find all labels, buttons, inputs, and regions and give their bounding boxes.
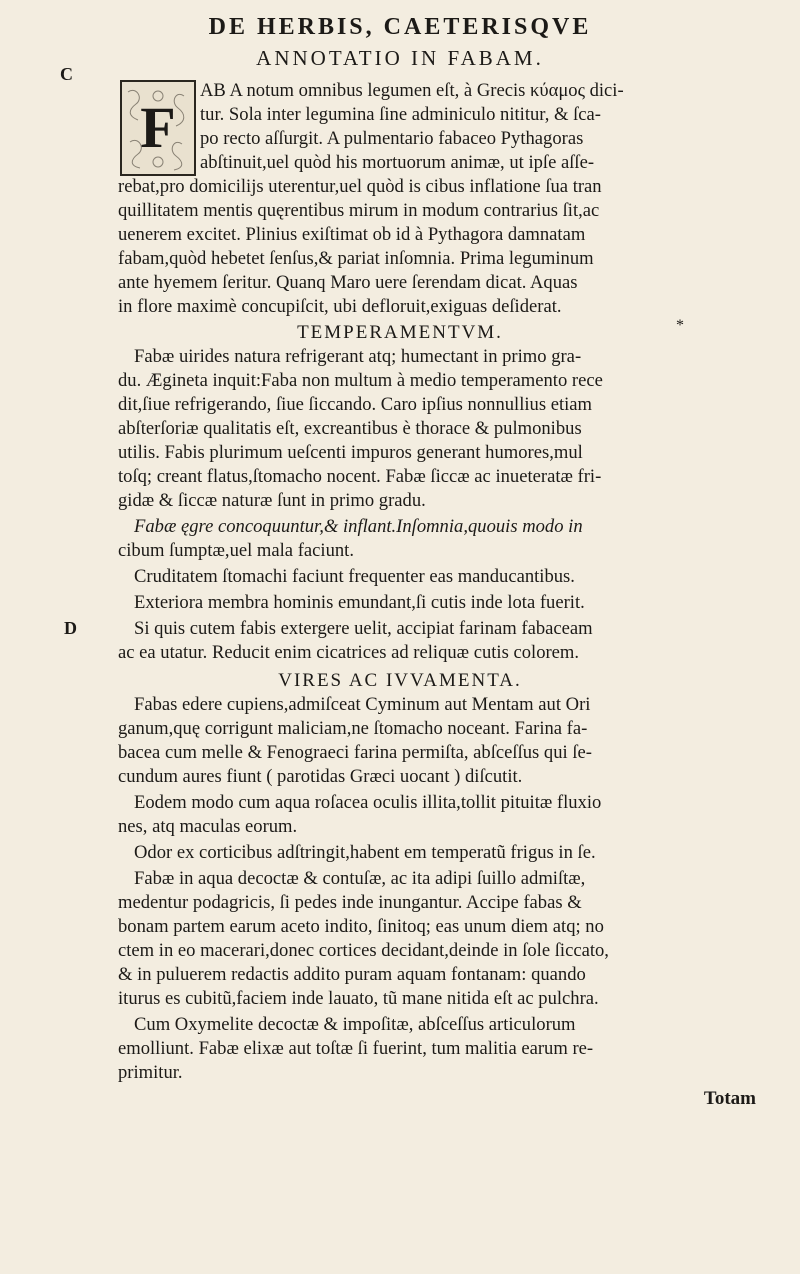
text-line: quillitatem mentis quęrentibus mirum in modum contrarius ſit,ac xyxy=(118,200,600,221)
text-line: rebat,pro domicilijs uterentur,uel quòd is cibus inflatione ſua tran xyxy=(118,176,602,197)
text-line: Fabas edere cupiens,admiſceat Cyminum aut Mentam aut Ori xyxy=(134,694,591,715)
text-line: Fabæ in aqua decoctæ & contuſæ, ac ita adipi ſuillo admiſtæ, xyxy=(134,868,586,889)
text-line: primitur. xyxy=(118,1062,183,1083)
running-head: DE HERBIS, CAETERISQVE xyxy=(208,14,592,40)
text-line: ganum,quę corrigunt maliciam,ne ſtomacho noceant. Farina fa- xyxy=(118,718,588,739)
text-line: cibum ſumptæ,uel mala faciunt. xyxy=(118,540,354,561)
text-line: gidæ & ſiccæ naturæ ſunt in primo gradu. xyxy=(118,490,426,511)
section-title: ANNOTATIO IN FABAM. xyxy=(256,46,544,70)
text-line: po recto aſſurgit. A pulmentario fabaceo Pythagoras xyxy=(200,128,584,149)
text-line: Cruditatem ſtomachi faciunt frequenter eas manducantibus. xyxy=(134,566,575,587)
text-line: iturus es cubitũ,faciem inde lauato, tũ mane nitida eſt ac pulchra. xyxy=(118,988,599,1009)
text-line: Odor ex corticibus adſtringit,habent em temperatũ frigus in ſe. xyxy=(134,842,596,863)
text-line: cundum aures fiunt ( parotidas Græci uocant ) diſcutit. xyxy=(118,766,523,787)
text-line: & in puluerem redactis addito puram aquam fontanam: quando xyxy=(118,964,586,985)
text-line: toſq; creant flatus,ſtomacho nocent. Fabæ ſiccæ ac inueteratæ fri- xyxy=(118,466,602,487)
text-line: medentur podagricis, ſi pedes inde inungantur. Accipe fabas & xyxy=(118,892,582,913)
text-line: ac ea utatur. Reducit enim cicatrices ad reliquæ cutis colorem. xyxy=(118,642,580,663)
text-line: ante hyemem ſeritur. Quanq Maro uere ſerendam dicat. Aquas xyxy=(118,272,578,293)
text-line: abſtinuit,uel quòd his mortuorum animæ, ut ipſe aſſe- xyxy=(200,152,595,173)
text-line: abſterſoriæ qualitatis eſt, excreantibus è thorace & pulmonibus xyxy=(118,418,582,439)
text-line: tur. Sola inter legumina ſine adminiculo nititur, & ſca- xyxy=(200,104,601,125)
text-line: Fabæ uirides natura refrigerant atq; humectant in primo gra- xyxy=(134,346,582,367)
initial-letter: F xyxy=(140,95,176,160)
text-line: Fabæ ęgre concoquuntur,& inflant.Inſomnia,quouis modo in xyxy=(134,516,583,537)
margin-letter-d: D xyxy=(64,618,77,638)
asterisk-mark: * xyxy=(676,317,684,334)
text-line: bonam partem earum aceto indito, ſinitoq; eas unum diem atq; no xyxy=(118,916,604,937)
margin-letter-c: C xyxy=(60,64,73,84)
text-line: Cum Oxymelite decoctæ & impoſitæ, abſceſſus articulorum xyxy=(134,1014,576,1035)
text-line: utilis. Fabis plurimum ueſcenti impuros generant humores,mul xyxy=(118,442,583,463)
text-line: uenerem excitet. Plinius exiſtimat ob id à Pythagora damnatam xyxy=(118,224,586,245)
text-line: nes, atq maculas eorum. xyxy=(118,816,298,837)
text-line: Si quis cutem fabis extergere uelit, accipiat farinam fabaceam xyxy=(134,618,593,639)
text-line: ctem in eo macerari,donec cortices decidant,deinde in ſole ſiccato, xyxy=(118,940,609,961)
text-line: bacea cum melle & Fenograeci farina permiſta, abſceſſus qui ſe- xyxy=(118,742,592,763)
decorated-initial xyxy=(120,80,196,176)
text-line: AB A notum omnibus legumen eſt, à Grecis κύαμος dici- xyxy=(200,80,624,101)
text-line: fabam,quòd hebetet ſenſus,& pariat inſomnia. Prima leguminum xyxy=(118,248,594,269)
text-line: du. Ægineta inquit:Faba non multum à medio temperamento rece xyxy=(118,370,603,391)
text-line: Exteriora membra hominis emundant,ſi cutis inde lota fuerit. xyxy=(134,592,585,613)
text-line: emolliunt. Fabæ elixæ aut toſtæ ſi fuerint, tum malitia earum re- xyxy=(118,1038,594,1059)
heading-vires: VIRES AC IVVAMENTA. xyxy=(278,670,522,691)
text-line: Eodem modo cum aqua roſacea oculis illita,tollit pituitæ fluxio xyxy=(134,792,602,813)
text-line: in flore maximè concupiſcit, ubi defloruit,exiguas deſiderat. xyxy=(118,296,562,317)
text-line: dit,ſiue refrigerando, ſiue ſiccando. Caro ipſius nonnullius etiam xyxy=(118,394,593,415)
catchword: Totam xyxy=(703,1088,756,1109)
heading-temperamentum: TEMPERAMENTVM. xyxy=(297,322,503,343)
